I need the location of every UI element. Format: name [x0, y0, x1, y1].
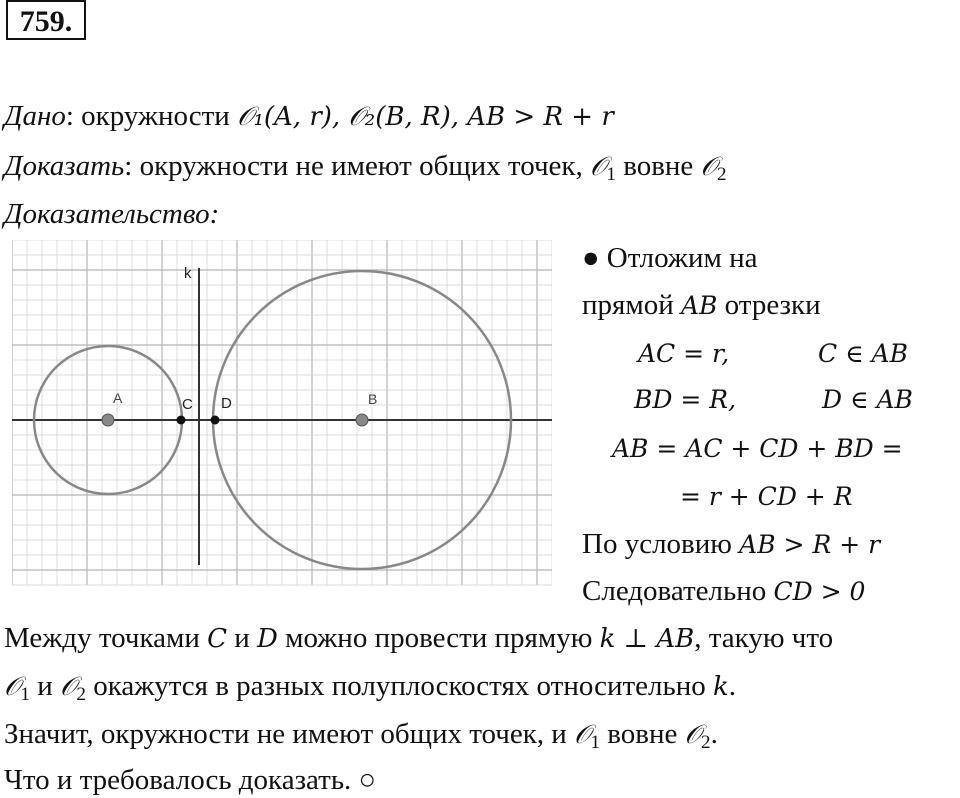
problem-number: 759.: [6, 0, 86, 40]
eq-result: = r + CD + R: [680, 482, 853, 511]
point-c: [177, 416, 186, 425]
conclusion-line-1: Между точками C и D можно провести прямую k ⊥ AB, такую что: [4, 622, 834, 654]
geometry-diagram: [12, 240, 552, 590]
given-line: Дано: окружности 𝒪₁(A, r), 𝒪₂(B, R), AB > R + r: [4, 100, 614, 132]
eq-d-in-ab: D ∈ AB: [822, 385, 913, 414]
prove-line: Доказать: окружности не имеют общих точек, 𝒪$_1$ вовне 𝒪$_2$: [4, 150, 727, 185]
point-d: [211, 416, 220, 425]
conclusion-line-2: 𝒪$_1$ и 𝒪$_2$ окажутся в разных полуплоскостях относительно k.: [4, 670, 736, 705]
eq-bd: BD = R,: [634, 385, 737, 414]
given-text: окружности: [73, 100, 238, 132]
prove-text: окружности не имеют общих точек,: [132, 150, 591, 182]
step-2: прямой AB отрезки: [582, 289, 821, 321]
prove-label: Доказать: [4, 150, 125, 182]
conclusion-line-3: Значит, окружности не имеют общих точек, и 𝒪$_1$ вовне 𝒪$_2$.: [4, 718, 718, 753]
point-a: [102, 414, 114, 426]
step-1: ● Отложим на: [582, 242, 758, 274]
point-b: [356, 414, 368, 426]
eq-c-in-ab: C ∈ AB: [818, 339, 908, 368]
label-a: A: [113, 390, 123, 406]
given-label: Дано: [4, 100, 66, 132]
eq-ac: AC = r,: [638, 339, 730, 368]
grid: [12, 240, 552, 585]
qed-line: Что и требовалось доказать. ○: [4, 764, 377, 796]
proof-label: Доказательство:: [4, 198, 220, 230]
label-c: C: [182, 396, 193, 413]
condition-line: По условию AB > R + r: [582, 528, 881, 560]
label-d: D: [221, 395, 232, 412]
eq-ab-sum: AB = AC + CD + BD =: [612, 434, 903, 463]
label-k: k: [184, 265, 192, 282]
consequence-line: Следовательно CD > 0: [582, 575, 866, 607]
label-b: B: [368, 391, 378, 407]
given-math: 𝒪₁(A, r), 𝒪₂(B, R), AB > R + r: [237, 102, 614, 132]
